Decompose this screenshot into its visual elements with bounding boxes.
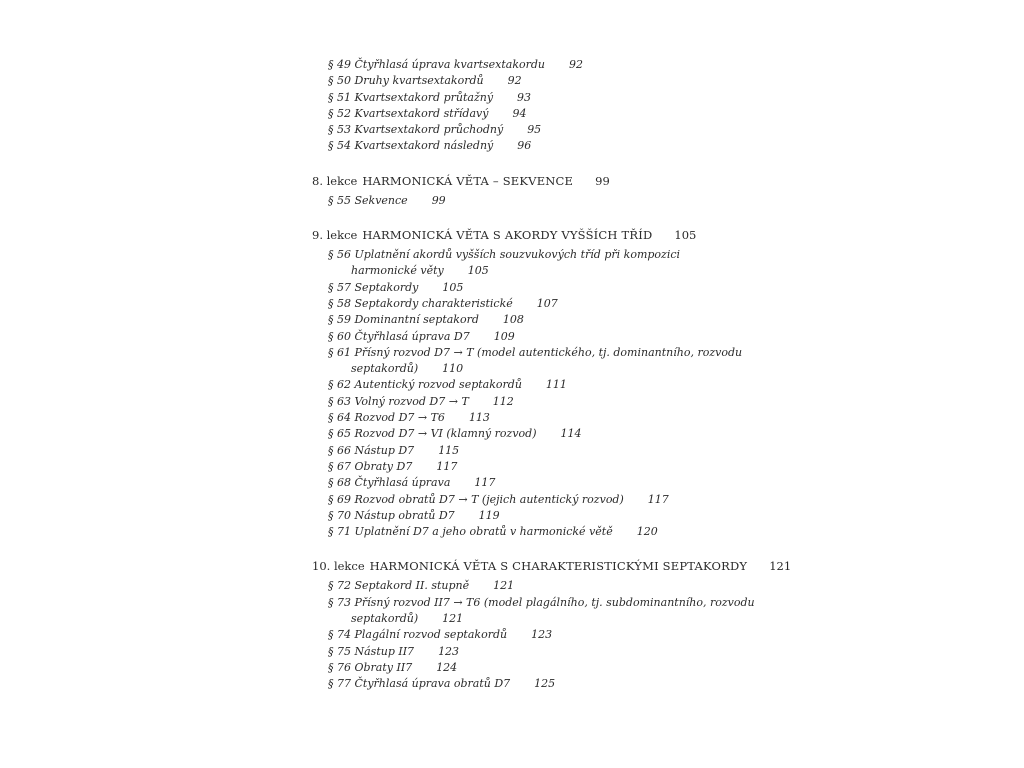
entry-label: § 72 Septakord II. stupně — [328, 579, 470, 593]
entry-label: § 73 Přísný rozvod II7 → T6 (model plagálního, tj. subdominantního, rozvodu — [328, 595, 755, 609]
entry-label: § 50 Druhy kvartsextakordů — [328, 74, 484, 88]
toc-entry — [312, 138, 832, 154]
entry-page: 117 — [647, 492, 669, 506]
entry-label: § 61 Přísný rozvod D7 → T (model autentického, tj. dominantního, rozvodu — [328, 345, 743, 359]
lesson-heading — [312, 558, 832, 574]
entry-label: § 55 Sekvence — [328, 193, 408, 207]
entry-label: § 74 Plagální rozvod septakordů — [328, 628, 508, 642]
toc-entry — [312, 296, 832, 312]
toc-entry — [312, 676, 832, 692]
lesson-title: HARMONICKÁ VĚTA S CHARAKTERISTICKÝMI SEPTAKORDY — [369, 559, 748, 574]
toc-entry — [312, 443, 832, 459]
entry-page: 94 — [512, 106, 527, 120]
table-of-contents — [312, 57, 832, 693]
entry-continuation — [328, 361, 832, 377]
entry-page: 123 — [438, 644, 460, 658]
toc-entry — [312, 524, 832, 540]
entry-label: § 64 Rozvod D7 → T6 — [328, 411, 445, 425]
entry-page: 117 — [436, 459, 458, 473]
toc-entry — [312, 394, 832, 410]
entry-label: § 65 Rozvod D7 → VI (klamný rozvod) — [328, 427, 537, 441]
entry-page: 105 — [442, 280, 464, 294]
toc-entry — [312, 459, 832, 475]
entry-label: § 56 Uplatnění akordů vyšších souzvukových tříd při kompozici — [328, 248, 681, 262]
entry-label: § 51 Kvartsextakord průtažný — [328, 90, 494, 104]
toc-entry — [312, 660, 832, 676]
toc-entry — [312, 193, 832, 209]
entry-page: 119 — [478, 508, 500, 522]
lesson-page: 99 — [595, 173, 610, 188]
entry-continuation-text: septakordů) — [351, 362, 419, 376]
toc-entry — [312, 345, 832, 378]
entry-page: 124 — [436, 660, 458, 674]
entry-page: 95 — [527, 123, 542, 137]
entry-page: 107 — [536, 296, 558, 310]
entry-page: 109 — [493, 329, 515, 343]
toc-entry — [312, 492, 832, 508]
entry-page: 92 — [569, 58, 583, 71]
entry-label: § 57 Septakordy — [328, 280, 419, 294]
toc-entry — [312, 73, 832, 89]
entry-page: 99 — [431, 193, 446, 207]
entry-continuation-text: septakordů) — [351, 612, 419, 626]
entry-page: 105 — [467, 264, 489, 278]
lesson-number: 10. lekce — [312, 559, 365, 574]
entry-label: § 67 Obraty D7 — [328, 459, 413, 473]
entry-label: § 49 Čtyřhlasá úprava kvartsextakordu — [328, 58, 545, 71]
toc-entry — [312, 377, 832, 393]
toc-entry — [312, 106, 832, 122]
toc-entry — [312, 410, 832, 426]
entry-continuation-text: harmonické věty — [351, 264, 444, 278]
entry-page: 93 — [517, 90, 532, 104]
lesson-heading — [312, 173, 832, 189]
toc-entry — [312, 475, 832, 491]
entry-label: § 71 Uplatnění D7 a jeho obratů v harmonické větě — [328, 525, 613, 539]
entry-label: § 60 Čtyřhlasá úprava D7 — [328, 329, 470, 343]
entry-page: 92 — [507, 74, 522, 88]
entry-page: 112 — [492, 394, 514, 408]
entry-label: § 54 Kvartsextakord následný — [328, 139, 494, 153]
entry-label: § 53 Kvartsextakord průchodný — [328, 123, 504, 137]
entry-label: § 66 Nástup D7 — [328, 443, 415, 457]
entry-page: 96 — [517, 139, 532, 153]
toc-entry — [312, 57, 832, 73]
lesson-heading — [312, 227, 832, 243]
entry-page: 117 — [474, 476, 496, 490]
toc-entry — [312, 578, 832, 594]
entry-continuation — [328, 263, 832, 279]
lesson-title: HARMONICKÁ VĚTA – SEKVENCE — [362, 173, 574, 188]
entry-page: 125 — [534, 677, 556, 691]
entry-page: 120 — [636, 525, 658, 539]
lesson-number: 9. lekce — [312, 228, 358, 243]
entry-page: 123 — [531, 628, 553, 642]
entry-label: § 70 Nástup obratů D7 — [328, 508, 455, 522]
toc-entry — [312, 122, 832, 138]
lesson-title: HARMONICKÁ VĚTA S AKORDY VYŠŠÍCH TŘÍD — [362, 228, 653, 243]
entry-page: 111 — [545, 378, 567, 392]
toc-entry — [312, 329, 832, 345]
toc-entry — [312, 426, 832, 442]
toc-entry — [312, 508, 832, 524]
entry-page: 121 — [493, 579, 515, 593]
lesson-page: 105 — [674, 228, 697, 243]
toc-entry — [312, 247, 832, 280]
toc-entry — [312, 644, 832, 660]
entry-label: § 63 Volný rozvod D7 → T — [328, 394, 469, 408]
entry-page: 110 — [442, 362, 464, 376]
entry-continuation — [328, 611, 832, 627]
lesson-number: 8. lekce — [312, 173, 358, 188]
entry-page: 115 — [438, 443, 460, 457]
entry-page: 121 — [442, 612, 464, 626]
entry-page: 108 — [502, 313, 524, 327]
entry-label: § 77 Čtyřhlasá úprava obratů D7 — [328, 677, 511, 691]
toc-entry — [312, 627, 832, 643]
entry-label: § 59 Dominantní septakord — [328, 313, 479, 327]
toc-entry — [312, 312, 832, 328]
lesson-page: 121 — [769, 559, 792, 574]
entry-label: § 58 Septakordy charakteristické — [328, 296, 513, 310]
entry-label: § 62 Autentický rozvod septakordů — [328, 378, 522, 392]
toc-entry — [312, 90, 832, 106]
entry-page: 114 — [560, 427, 582, 441]
entry-label: § 75 Nástup II7 — [328, 644, 415, 658]
entry-label: § 52 Kvartsextakord střídavý — [328, 106, 489, 120]
toc-entry — [312, 280, 832, 296]
entry-page: 113 — [468, 411, 490, 425]
entry-label: § 69 Rozvod obratů D7 → T (jejich autentický rozvod) — [328, 492, 624, 506]
toc-entry — [312, 595, 832, 628]
entry-label: § 76 Obraty II7 — [328, 660, 413, 674]
entry-label: § 68 Čtyřhlasá úprava — [328, 476, 451, 490]
